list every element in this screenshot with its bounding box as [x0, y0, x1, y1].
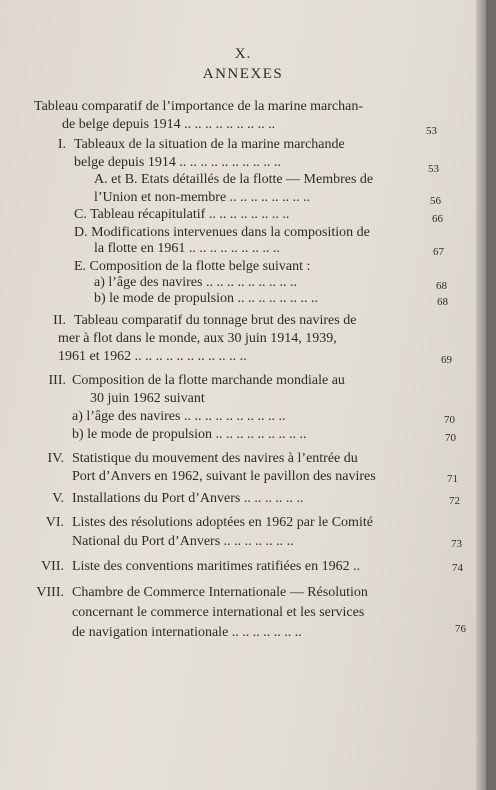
toc-entry-7-page: 69: [441, 354, 452, 366]
toc-entry-12-line-0: Listes des résolutions adoptées en 1962 par le Comité: [72, 515, 373, 530]
toc-entry-13-page: 74: [452, 562, 463, 574]
toc-entry-1-line-0: Tableaux de la situation de la marine marchande: [74, 137, 345, 152]
toc-entry-7-line-2: 1961 et 1962 .. .. .. .. .. .. .. .. .. .. ..: [58, 349, 247, 364]
toc-entry-1-line-1: belge depuis 1914 .. .. .. .. .. .. .. .. .. ..: [74, 155, 281, 170]
toc-entry-11-page: 72: [449, 495, 460, 507]
toc-entry-8-page: 70: [444, 414, 455, 426]
toc-entry-8-line-1: 30 juin 1962 suivant: [90, 391, 205, 406]
toc-entry-7-numeral: II.: [53, 313, 66, 328]
toc-entry-0-page: 53: [426, 125, 437, 137]
section-title: ANNEXES: [202, 66, 284, 82]
page-edge: [476, 0, 486, 790]
toc-entry-8-line-0: Composition de la flotte marchande mondiale au: [72, 373, 345, 388]
toc-entry-8-numeral: III.: [48, 373, 66, 388]
toc-entry-2-line-0: A. et B. Etats détaillés de la flotte — Membres de: [94, 172, 374, 187]
toc-entry-14-numeral: VIII.: [36, 585, 64, 600]
toc-entry-10-line-0: Statistique du mouvement des navires à l’entrée du: [72, 451, 358, 466]
toc-entry-2-line-1: l’Union et non-membre .. .. .. .. .. .. .. ..: [94, 190, 311, 205]
toc-entry-11-numeral: V.: [52, 491, 64, 506]
toc-entry-4-line-1: la flotte en 1961 .. .. .. .. .. .. .. .. ..: [94, 241, 280, 256]
toc-entry-4-line-0: D. Modifications intervenues dans la composition de: [74, 225, 370, 240]
toc-entry-14-page: 76: [455, 623, 466, 635]
toc-entry-0-line-1: de belge depuis 1914 .. .. .. .. .. .. .. .. ..: [62, 117, 276, 132]
toc-entry-5-line-0: E. Composition de la flotte belge suivant :: [74, 259, 311, 274]
toc-entry-12-page: 73: [451, 538, 462, 550]
toc-entry-14-line-2: de navigation internationale .. .. .. .. .. .. ..: [72, 625, 302, 640]
toc-entry-1-page: 53: [428, 163, 439, 175]
toc-entry-3-line-0: C. Tableau récapitulatif .. .. .. .. .. .. .. ..: [74, 207, 290, 222]
toc-entry-5-page: 68: [436, 280, 447, 292]
section-number: X.: [234, 46, 252, 62]
toc-entry-6-line-0: b) le mode de propulsion .. .. .. .. .. .. .. ..: [94, 291, 318, 306]
toc-entry-4-page: 67: [433, 246, 444, 258]
toc-entry-12-line-1: National du Port d’Anvers .. .. .. .. .. .. ..: [72, 534, 294, 549]
toc-entry-7-line-0: Tableau comparatif du tonnage brut des navires de: [74, 313, 357, 328]
toc-entry-14-line-1: concernant le commerce international et les services: [72, 605, 365, 620]
toc-entry-14-line-0: Chambre de Commerce Internationale — Résolution: [72, 585, 368, 600]
toc-entry-8-line-2: a) l’âge des navires .. .. .. .. .. .. .. .. .. ..: [72, 409, 286, 424]
toc-entry-0-line-0: Tableau comparatif de l’importance de la marine marchan-: [34, 99, 364, 114]
toc-entry-2-page: 56: [430, 195, 441, 207]
toc-entry-10-page: 71: [447, 473, 458, 485]
toc-entry-11-line-0: Installations du Port d’Anvers .. .. .. .. .. ..: [72, 491, 304, 506]
toc-entry-5-line-1: a) l’âge des navires .. .. .. .. .. .. .. .. ..: [94, 275, 297, 290]
toc-entry-13-line-0: Liste des conventions maritimes ratifiées en 1962 ..: [72, 559, 361, 574]
toc-entry-3-page: 66: [432, 213, 443, 225]
toc-entry-10-numeral: IV.: [47, 451, 64, 466]
toc-entry-7-line-1: mer à flot dans le monde, aux 30 juin 1914, 1939,: [58, 331, 337, 346]
toc-entry-9-line-0: b) le mode de propulsion .. .. .. .. .. .. .. .. ..: [72, 427, 307, 442]
toc-entry-10-line-1: Port d’Anvers en 1962, suivant le pavillon des navires: [72, 469, 376, 484]
toc-entry-6-page: 68: [437, 296, 448, 308]
toc-entry-9-page: 70: [445, 432, 456, 444]
toc-entry-12-numeral: VI.: [45, 515, 64, 530]
toc-entry-13-numeral: VII.: [41, 559, 64, 574]
toc-entry-1-numeral: I.: [57, 137, 66, 152]
